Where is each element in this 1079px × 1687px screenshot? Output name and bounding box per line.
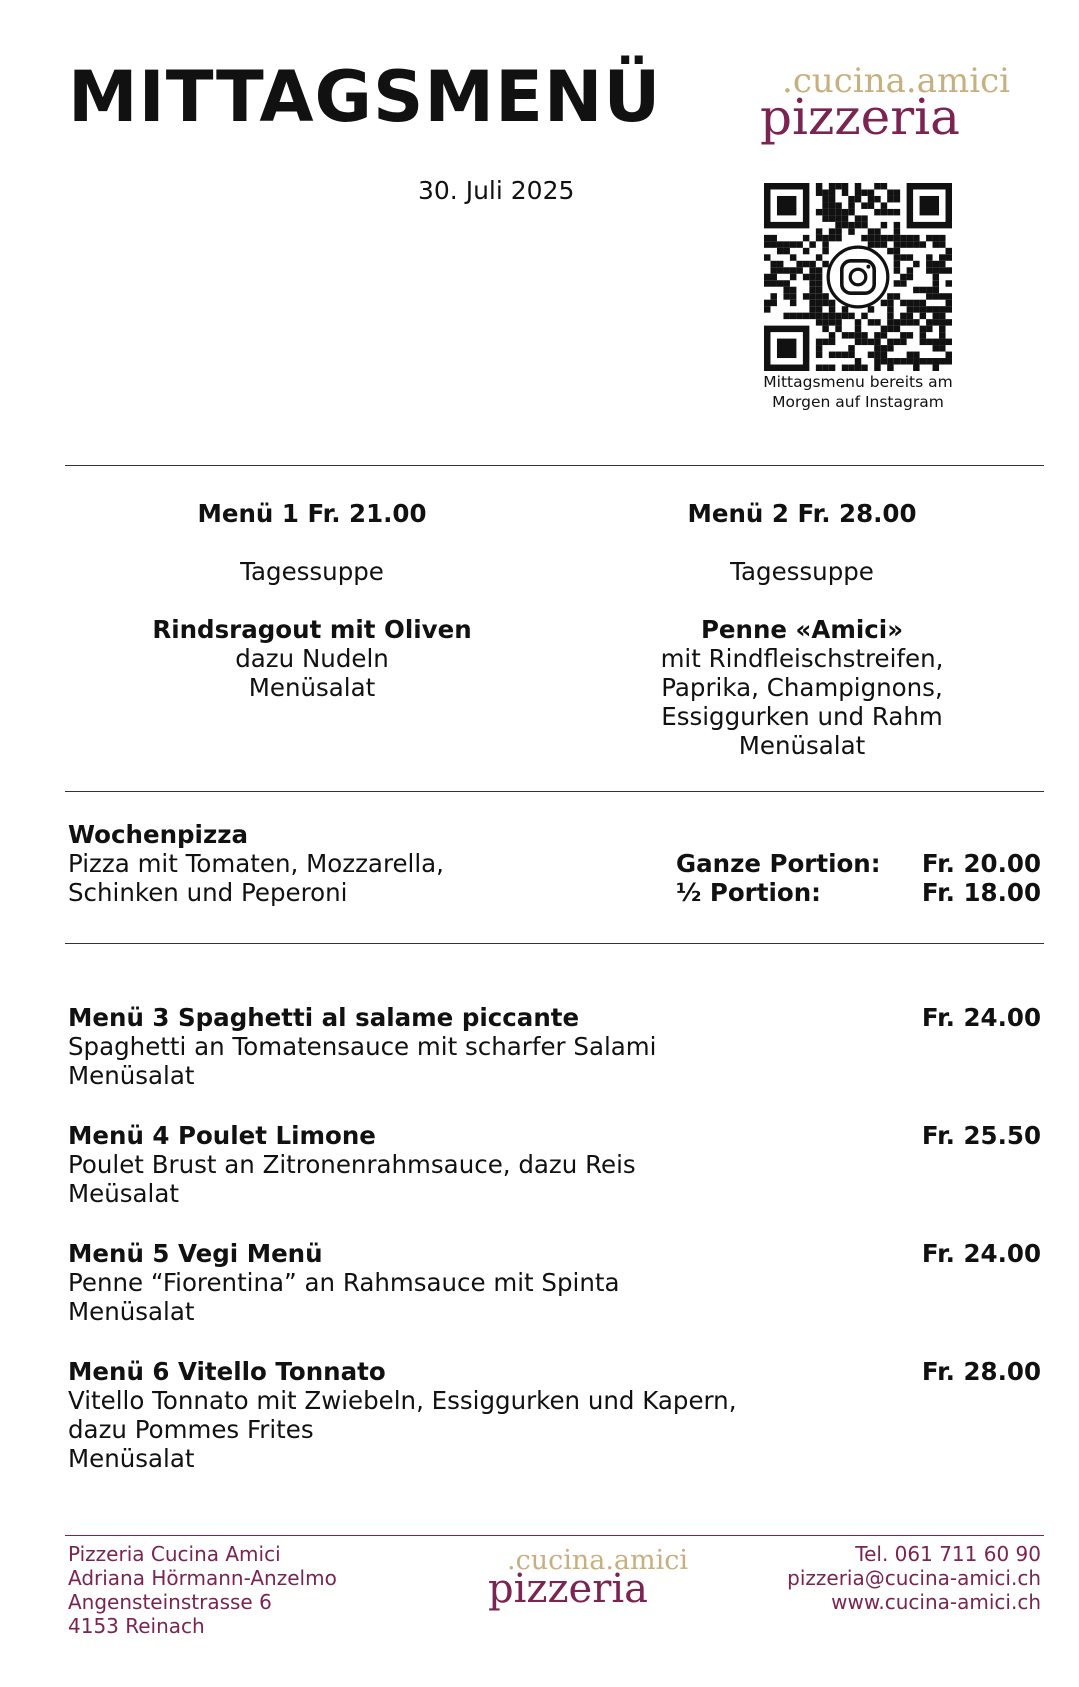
footer-address <box>68 1542 337 1638</box>
footer-phone[interactable]: Tel. 061 711 60 90 <box>855 1542 1041 1566</box>
menu-1-line: dazu Nudeln <box>235 644 389 673</box>
menu-1-dish: Rindsragout mit Oliven <box>152 615 472 644</box>
footer-divider <box>65 1535 1044 1536</box>
menu-item-line: Menüsalat <box>68 1061 195 1090</box>
menu-2-block <box>592 499 1012 760</box>
footer-city: 4153 Reinach <box>68 1614 205 1638</box>
menu-2-line: Essiggurken und Rahm <box>661 702 943 731</box>
pizzeria-logo <box>760 61 1010 146</box>
menu-item-price: Fr. 25.50 <box>921 1121 1041 1150</box>
qr-caption: Mittagsmenu bereits am Morgen auf Instagram <box>763 373 953 412</box>
wochenpizza-desc: Pizza mit Tomaten, Mozzarella, <box>68 849 444 878</box>
menu-item <box>68 1357 888 1473</box>
menu-item <box>68 1121 888 1208</box>
menu-item <box>68 1239 888 1326</box>
menu-2-line: Paprika, Champignons, <box>661 673 943 702</box>
wochenpizza-block <box>68 820 444 907</box>
menu-item-price: Fr. 28.00 <box>921 1357 1041 1386</box>
menu-item-title: Menü 6 Vitello Tonnato <box>68 1357 386 1386</box>
menu-item-line: Spaghetti an Tomatensauce mit scharfer Salami <box>68 1032 657 1061</box>
instagram-qr-code[interactable] <box>764 183 952 371</box>
menu-item <box>68 1003 888 1090</box>
footer-company: Pizzeria Cucina Amici <box>68 1542 281 1566</box>
footer-website[interactable]: www.cucina-amici.ch <box>831 1590 1041 1614</box>
menu-item-line: Poulet Brust an Zitronenrahmsauce, dazu Reis <box>68 1150 636 1179</box>
menu-item-title: Menü 3 Spaghetti al salame piccante <box>68 1003 580 1032</box>
logo-top-text: .cucina.amici <box>782 61 1010 101</box>
menu-2-soup: Tagessuppe <box>730 557 874 586</box>
footer-street: Angensteinstrasse 6 <box>68 1590 272 1614</box>
menu-item-line: Menüsalat <box>68 1444 195 1473</box>
footer-logo-top: .cucina.amici <box>506 1545 688 1576</box>
menu-item-line: dazu Pommes Frites <box>68 1415 314 1444</box>
menu-2-heading: Menü 2 Fr. 28.00 <box>687 499 917 528</box>
menu-1-line: Menüsalat <box>248 673 376 702</box>
footer-logo-bottom: pizzeria <box>488 1566 648 1612</box>
menu-item-price: Fr. 24.00 <box>921 1239 1041 1268</box>
instagram-icon <box>828 247 888 307</box>
half-portion-label: ½ Portion: <box>676 878 821 907</box>
menu-1-block <box>102 499 522 702</box>
full-portion-price: Fr. 20.00 <box>921 849 1041 878</box>
divider <box>65 943 1044 944</box>
menu-item-title: Menü 4 Poulet Limone <box>68 1121 376 1150</box>
footer-contact <box>787 1542 1041 1614</box>
full-portion-label: Ganze Portion: <box>676 849 881 878</box>
footer-email[interactable]: pizzeria@cucina-amici.ch <box>787 1566 1041 1590</box>
page-title: MITTAGSMENÜ <box>68 56 662 138</box>
menu-item-price: Fr. 24.00 <box>921 1003 1041 1032</box>
divider <box>65 791 1044 792</box>
menu-2-dish: Penne «Amici» <box>700 615 904 644</box>
menu-1-heading: Menü 1 Fr. 21.00 <box>197 499 427 528</box>
menu-item-line: Penne “Fiorentina” an Rahmsauce mit Spinta <box>68 1268 620 1297</box>
menu-date: 30. Juli 2025 <box>418 176 575 205</box>
wochenpizza-desc: Schinken und Peperoni <box>68 878 348 907</box>
divider <box>65 465 1044 466</box>
menu-2-line: mit Rindfleischstreifen, <box>660 644 944 673</box>
menu-item-line: Meüsalat <box>68 1179 179 1208</box>
menu-1-soup: Tagessuppe <box>240 557 384 586</box>
footer-owner: Adriana Hörmann-Anzelmo <box>68 1566 337 1590</box>
menu-item-line: Vitello Tonnato mit Zwiebeln, Essiggurken und Kapern, <box>68 1386 737 1415</box>
half-portion-price: Fr. 18.00 <box>921 878 1041 907</box>
menu-2-line: Menüsalat <box>738 731 866 760</box>
menu-item-line: Menüsalat <box>68 1297 195 1326</box>
menu-item-title: Menü 5 Vegi Menü <box>68 1239 323 1268</box>
logo-bottom-text: pizzeria <box>760 88 960 146</box>
footer-logo <box>488 1545 688 1612</box>
wochenpizza-title: Wochenpizza <box>68 820 248 849</box>
